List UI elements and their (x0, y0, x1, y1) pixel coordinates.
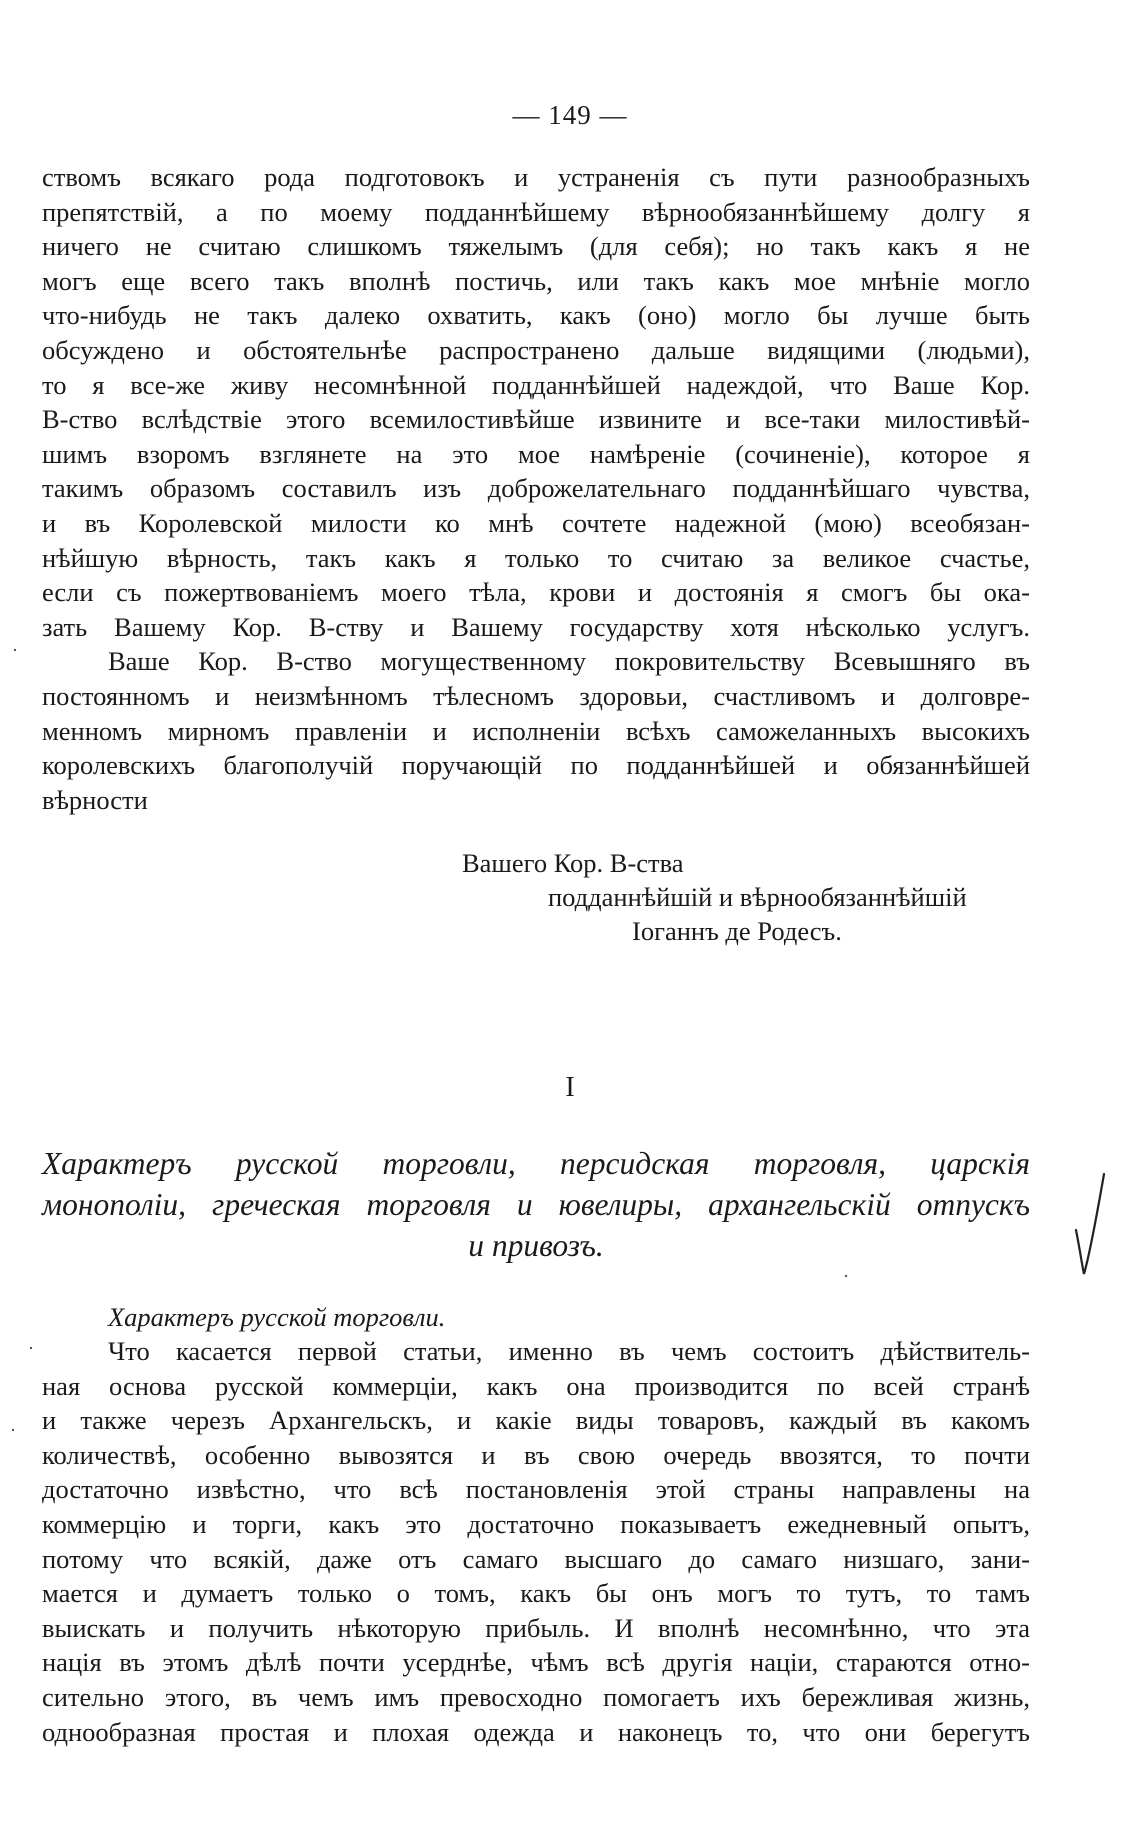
scan-speck: · (12, 640, 18, 660)
text-line: количествѣ, особенно вывозятся и въ свою очередь ввозятся, то почти (42, 1439, 1030, 1470)
text-line: и въ Королевской милости ко мнѣ сочтете надежной (мою) всеобязан- (42, 507, 1030, 538)
text-line: такимъ образомъ составилъ изъ доброжелательнаго подданнѣйшаго чувства, (42, 473, 1030, 504)
text-line: постоянномъ и неизмѣнномъ тѣлесномъ здоровьи, счастливомъ и долговре- (42, 680, 1030, 711)
scan-speck: · (843, 1266, 849, 1286)
text-line: ничего не считаю слишкомъ тяжелымъ (для себя); но такъ какъ я не (42, 231, 1030, 262)
text-line: вѣрности (42, 784, 148, 815)
chapter-title-line: Характеръ русской торговли, персидская торговля, царскія (42, 1146, 1030, 1181)
signature-line-2: подданнѣйшій и вѣрнообязаннѣйшій (548, 882, 967, 912)
handwritten-check-mark (1070, 1170, 1110, 1280)
text-line: Что касается первой статьи, именно въ чемъ состоитъ дѣйствитель- (108, 1336, 1030, 1366)
text-line: обсуждено и обстоятельнѣе распространено дальше видящими (людьми), (42, 334, 1030, 365)
scan-speck: · (28, 1338, 34, 1358)
text-line: сительно этого, въ чемъ имъ превосходно помогаетъ ихъ бережливая жизнь, (42, 1681, 1030, 1712)
text-line: ная основа русской коммерціи, какъ она производится по всей странѣ (42, 1370, 1030, 1401)
text-line: коммерцію и торги, какъ это достаточно показываетъ ежедневный опытъ, (42, 1508, 1030, 1539)
text-line: ствомъ всякаго рода подготовокъ и устраненія съ пути разнообразныхъ (42, 162, 1030, 192)
text-line: и также черезъ Архангельскъ, и какіе виды товаровъ, каждый въ какомъ (42, 1405, 1030, 1436)
page-number: — 149 — (512, 100, 628, 130)
text-line: королевскихъ благополучій поручающій по подданнѣйшей и обязаннѣйшей (42, 750, 1030, 781)
chapter-title-line: и привозъ. (468, 1228, 604, 1263)
letter-paragraph-1 (42, 160, 1030, 817)
text-line: то я все-же живу несомнѣнной подданнѣйшей надеждой, что Ваше Кор. (42, 369, 1030, 400)
text-line: что-нибудь не такъ далеко охватить, какъ (оно) могло бы лучше быть (42, 300, 1030, 331)
chapter-paragraph (42, 1334, 1030, 1749)
section-subheading: Характеръ русской торговли. (108, 1302, 446, 1332)
signature-name: Іоганнъ де Родесъ. (632, 916, 842, 946)
text-line: нація въ этомъ дѣлѣ почти усерднѣе, чѣмъ всѣ другія націи, стараются отно- (42, 1647, 1030, 1678)
text-line: мается и думаетъ только о томъ, какъ бы онъ могъ то тутъ, то тамъ (42, 1578, 1030, 1609)
text-line: Ваше Кор. В-ство могущественному покровительству Всевышняго въ (108, 646, 1030, 677)
chapter-title (42, 1143, 1030, 1266)
text-line: могъ еще всего такъ вполнѣ постичь, или такъ какъ мое мнѣніе могло (42, 265, 1030, 296)
text-line: нѣйшую вѣрность, такъ какъ я только то считаю за великое счастье, (42, 542, 1030, 573)
chapter-numeral: I (565, 1072, 575, 1103)
text-line: В-ство вслѣдствіе этого всемилостивѣйше извините и все-таки милостивѣй- (42, 404, 1030, 435)
text-line: шимъ взоромъ взглянете на это мое намѣреніе (сочиненіе), которое я (42, 438, 1030, 469)
text-line: препятствій, а по моему подданнѣйшему вѣрнообязаннѣйшему долгу я (42, 196, 1030, 227)
text-line: потому что всякій, даже отъ самаго высшаго до самаго низшаго, зани- (42, 1543, 1030, 1574)
scan-speck: · (10, 1420, 16, 1440)
signature-line-1: Вашего Кор. В-ства (462, 848, 684, 878)
text-line: достаточно извѣстно, что всѣ постановленія этой страны направлены на (42, 1474, 1030, 1505)
text-line: если съ пожертвованіемъ моего тѣла, крови и достоянія я смогъ бы ока- (42, 577, 1030, 608)
text-line: зать Вашему Кор. В-ству и Вашему государству хотя нѣсколько услугъ. (42, 611, 1030, 642)
text-line: менномъ мирномъ правленіи и исполненіи всѣхъ саможеланныхъ высокихъ (42, 715, 1030, 746)
text-line: однообразная простая и плохая одежда и наконецъ то, что они берегутъ (42, 1716, 1030, 1747)
text-line: выискать и получить нѣкоторую прибыль. И вполнѣ несомнѣнно, что эта (42, 1612, 1030, 1643)
chapter-title-line: монополіи, греческая торговля и ювелиры, архангельскій отпускъ (42, 1187, 1030, 1222)
